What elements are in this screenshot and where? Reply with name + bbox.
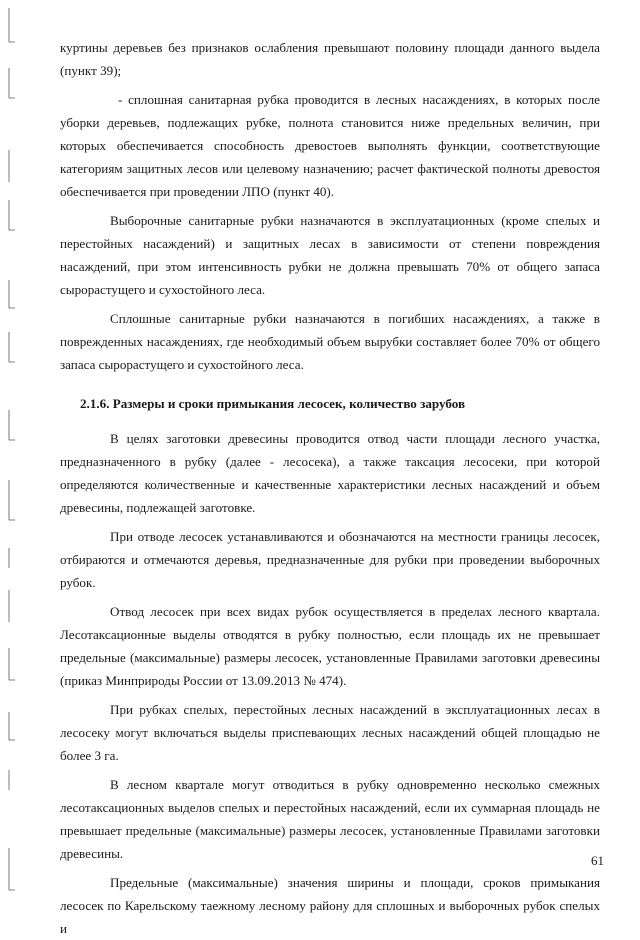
paragraph: Сплошные санитарные рубки назначаются в погибших насаждениях, а также в поврежденных насаждениях, где необходимый объем вырубки составляет более 70% от общего запаса сырорастущего и сухостойного леса. bbox=[60, 311, 600, 372]
paragraph: При рубках спелых, перестойных лесных насаждений в эксплуатационных лесах в лесосеку могут включаться выделы приспевающих лесных насаждений общей площадью не более 3 га. bbox=[60, 702, 600, 763]
paragraph-continuation: куртины деревьев без признаков ослабления превышают половину площади данного выдела (пункт 39); bbox=[60, 40, 600, 78]
document-page bbox=[60, 36, 600, 940]
paragraph: В целях заготовки древесины проводится отвод части площади лесного участка, предназначенного в рубку (далее - лесосека), а также таксация лесосеки, при которой определяются количественные и качественные характеристики лесных насаждений и объем древесины, подлежащей заготовке. bbox=[60, 431, 600, 515]
page-number: 61 bbox=[591, 853, 604, 868]
paragraph: В лесном квартале могут отводиться в рубку одновременно несколько смежных лесотаксационных выделов спелых и перестойных насаждений, если их суммарная площадь не превышает предельные (максимальные) размеры лесосек, установленные Правилами заготовки древесины. bbox=[60, 777, 600, 861]
paragraph: Предельные (максимальные) значения ширины и площади, сроков примыкания лесосек по Карельскому таежному лесному району для сплошных и выборочных рубок спелых и bbox=[60, 875, 600, 936]
paragraph: При отводе лесосек устанавливаются и обозначаются на местности границы лесосек, отбираются и отмечаются деревья, предназначенные для рубки при проведении выборочных рубок. bbox=[60, 529, 600, 590]
paragraph: Выборочные санитарные рубки назначаются в эксплуатационных (кроме спелых и перестойных насаждений) и защитных лесах в зависимости от степени повреждения насаждений, при этом интенсивность рубки не должна превышать 70% от общего запаса сырорастущего и сухостойного леса. bbox=[60, 213, 600, 297]
paragraph-dash-item: - сплошная санитарная рубка проводится в лесных насаждениях, в которых после уборки деревьев, подлежащих рубке, полнота становится ниже предельных величин, при которых обеспечивается способность древостоев выполнять функции, соответствующие категориям защитных лесов или целевому назначению; расчет фактической полноты древостоя обеспечивается при проведении ЛПО (пункт 40). bbox=[60, 92, 600, 199]
paragraph: Отвод лесосек при всех видах рубок осуществляется в пределах лесного квартала. Лесотаксационные выделы отводятся в рубку полностью, если площадь их не превышает предельные (максимальные) размеры лесосек, установленные Правилами заготовки древесины (приказ Минприроды России от 13.09.2013 № 474). bbox=[60, 604, 600, 688]
section-heading: 2.1.6. Размеры и сроки примыкания лесосек, количество зарубов bbox=[80, 396, 466, 411]
binding-margin-marks bbox=[6, 0, 16, 905]
